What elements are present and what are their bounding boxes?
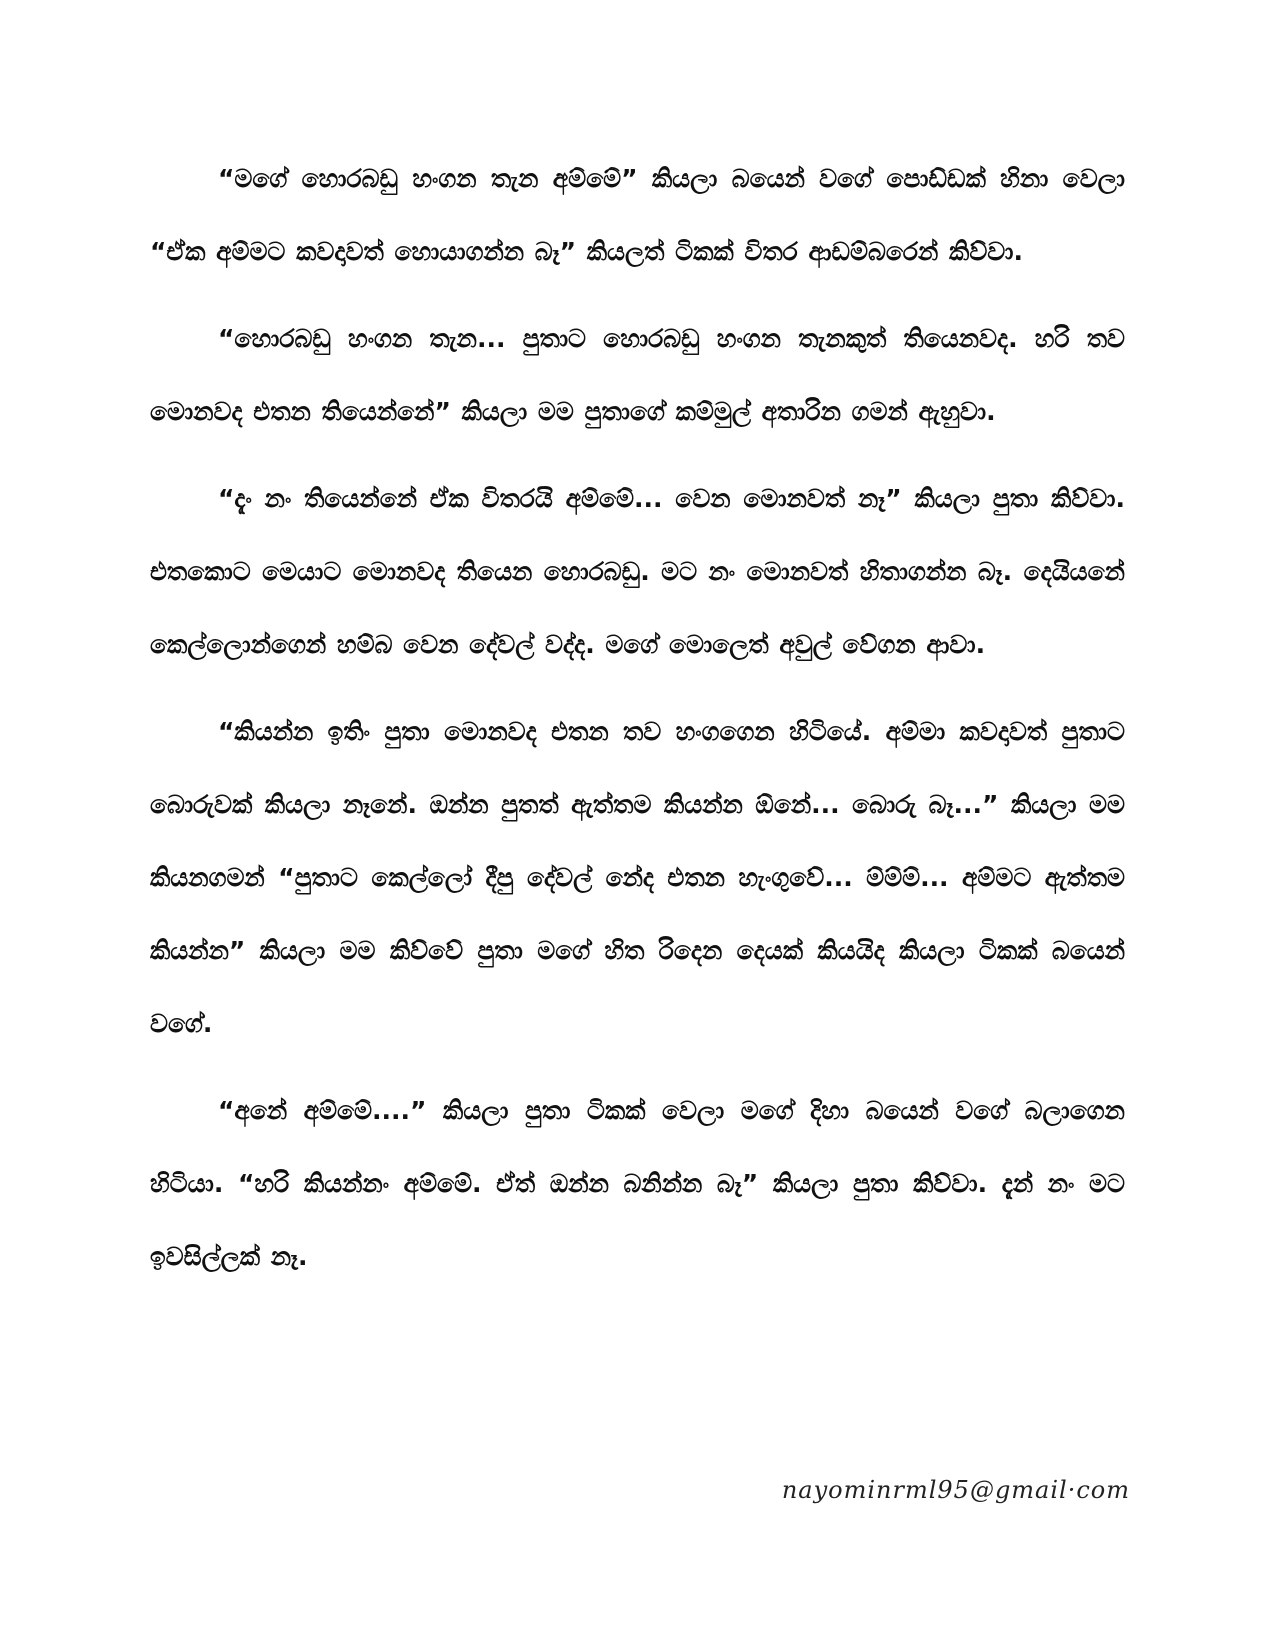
body-text [150, 142, 1125, 1307]
paragraph-2: “හොරබඩු හංගන තැන... පුතාට හොරබඩු හංගන තැනකුත් තියෙනවද. හරි තව මොනවද එතන තියෙන්නේ” කියලා මම පුතාගේ කම්මුල් අතාරින ගමන් ඇහුවා. [150, 324, 1125, 426]
paragraph-4: “කියන්න ඉතිං පුතා මොනවද එතන තව හංගගෙන හිටියේ. අම්මා කවදාවත් පුතාට බොරුවක් කියලා නෑනේ. ඔන්න පුතත් ඇත්තම කියන්න ඕනේ... බොරු බෑ...” කියලා මම කියනගමන් “පුතාට කෙල්ලෝ දීපු දේවල් නේද එතන හැංගුවේ... ම්ම්ම්... අම්මට ඇත්තම කියන්න” කියලා මම කිව්වේ පුතා මගේ හිත රිදෙන දෙයක් කියයිද කියලා ටිකක් බයෙන් වගේ. [150, 717, 1125, 1038]
footer-email: nayominrml95@gmail·com [781, 1476, 1130, 1504]
paragraph-5: “අනේ අම්මේ....” කියලා පුතා ටිකක් වෙලා මගේ දිහා බයෙන් වගේ බලාගෙන හිටියා. “හරි කියන්නං අම්මේ. ඒත් ඔන්න බනින්න බෑ” කියලා පුතා කිව්වා. දැන් නං මට ඉවසිල්ලක් නෑ. [150, 1096, 1125, 1271]
paragraph-3: “දැං නං තියෙන්නේ ඒක විතරයි අම්මේ... වෙන මොනවත් නෑ” කියලා පුතා කිව්වා. එතකොට මෙයාට මොනවද තියෙන හොරබඩු. මට නං මොනවත් හිතාගන්න බෑ. දෙයියනේ කෙල්ලොන්ගෙන් හම්බ වෙන දේවල් වද්ද. මගේ මොලෙත් අවුල් වේගන ආවා. [150, 484, 1125, 659]
paragraph-1: “මගේ හොරබඩු හංගන තැන අම්මේ” කියලා බයෙන් වගේ පොඩ්ඩක් හිනා වෙලා “ඒක අම්මට කවදාවත් හොයාගන්න බෑ” කියලත් ටිකක් විතර ආඩම්බරෙන් කිව්වා. [150, 164, 1125, 266]
